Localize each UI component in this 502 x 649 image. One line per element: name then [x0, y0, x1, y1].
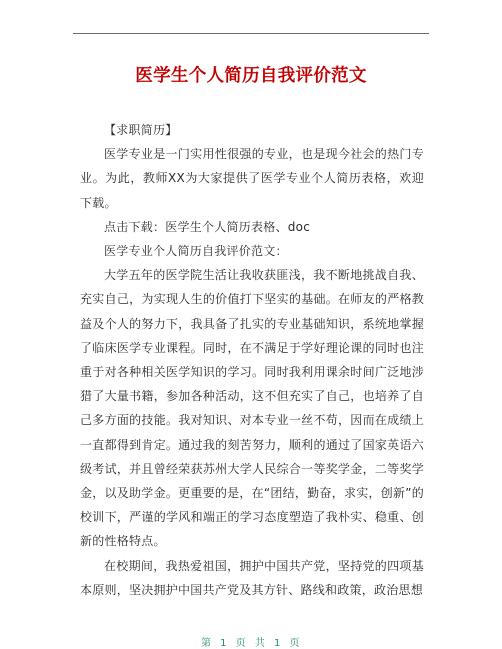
intro-paragraph: 医学专业是一门实用性很强的专业，也是现今社会的热门专业。为此，教师XX为大家提供了医学专业个人简历表格，欢迎下载。 [80, 147, 424, 210]
page-number-footer: 第 1 页 共 1 页 [200, 638, 302, 649]
school-period-paragraph: 在校期间，我热爱祖国，拥护中国共产党，坚持党的四项基本原则，坚决拥护中国共产党及其方针、路线和政策，政治思想 [80, 558, 424, 597]
self-evaluation-paragraph: 大学五年的医学院生活让我收获匪浅，我不断地挑战自我、充实自己，为实现人生的价值打下坚实的基础。在师友的严格教益及个人的努力下，我具备了扎实的专业基础知识，系统地掌握了临床医学专业课程。同时，在不满足于学好理论课的同时也注重于对各种相关医学知识的学习。同时我利用课余时间广泛地涉猎了大量书籍，参加各种活动，这不但充实了自己，也培养了自己多方面的技能。我对知识、对本专业一丝不苟，因而在成绩上一直都得到肯定。通过我的刻苦努力，顺利的通过了国家英语六级考试，并且曾经荣获苏州大学人民综合一等奖学金，二等奖学金，以及助学金。更重要的是，在“团结，勤奋，求实，创新”的校训下，严谨的学风和端正的学习态度塑造了我朴实、稳重、创新的性格特点。 [80, 268, 424, 549]
subheading: 医学专业个人简历自我评价范文： [104, 244, 288, 259]
section-heading: 【求职简历】 [104, 123, 178, 137]
header-rule [73, 33, 429, 34]
download-line: 点击下载：医学生个人简历表格、doc [104, 219, 311, 234]
document-title: 医学生个人简历自我评价范文 [135, 66, 367, 86]
document-body [80, 118, 424, 602]
